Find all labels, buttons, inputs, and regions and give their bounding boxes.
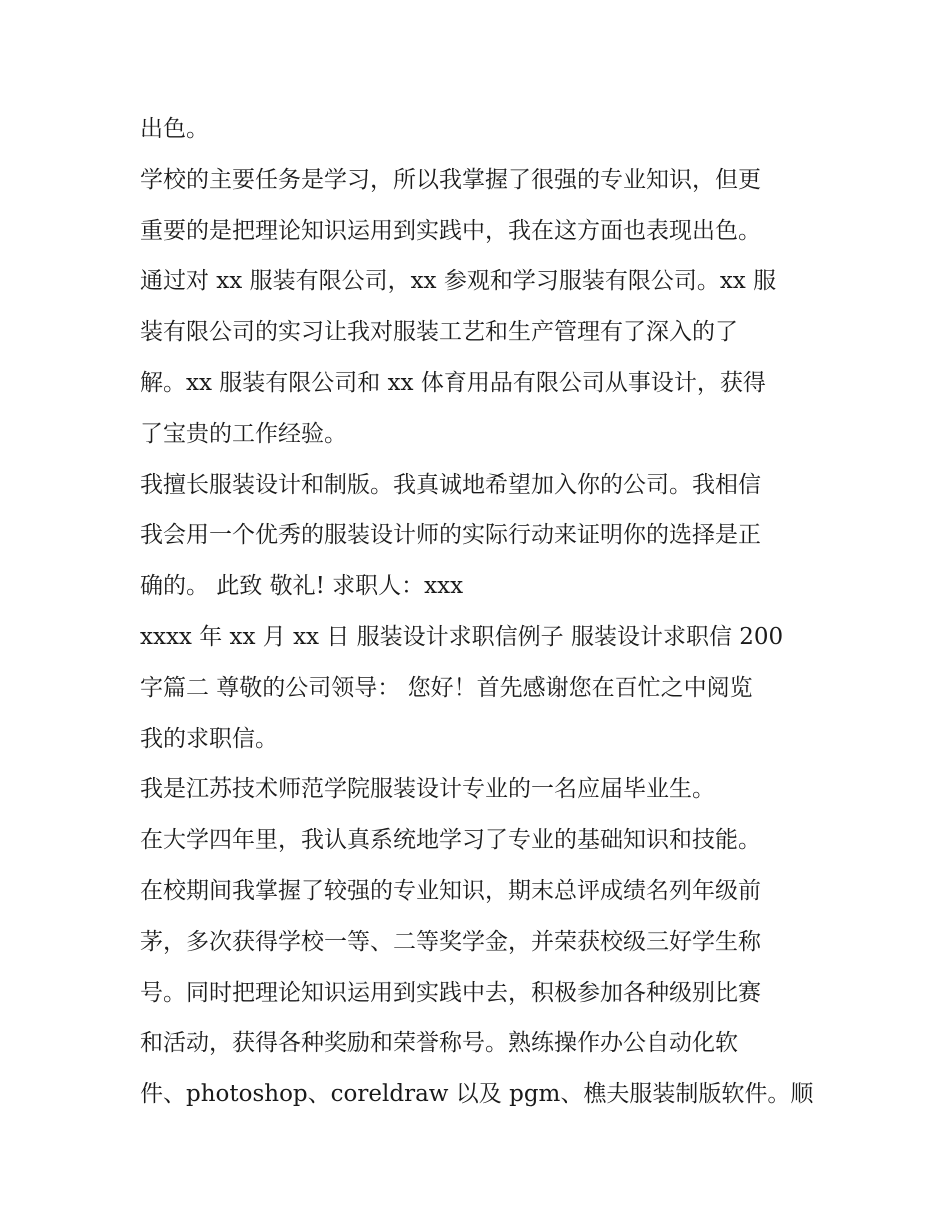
text-line: 在大学四年里，我认真系统地学习了专业的基础知识和技能。 bbox=[140, 827, 761, 854]
text-line: 我的求职信。 bbox=[140, 725, 278, 752]
text-line: 装有限公司的实习让我对服装工艺和生产管理有了深入的了 bbox=[140, 319, 738, 346]
text-line: 通过对 xx 服装有限公司，xx 参观和学习服装有限公司。xx 服 bbox=[140, 268, 777, 295]
text-line: 出色。 bbox=[140, 116, 209, 142]
text-line: 茅，多次获得学校一等、二等奖学金，并荣获校级三好学生称 bbox=[140, 928, 761, 955]
text-line: 解。xx 服装有限公司和 xx 体育用品有限公司从事设计，获得 bbox=[140, 369, 766, 396]
text-line: 件、photoshop、coreldraw 以及 pgm、樵夫服装制版软件。顺 bbox=[140, 1081, 814, 1108]
text-line: 确的。 此致 敬礼! 求职人：xxx bbox=[140, 573, 464, 600]
text-line: 字篇二 尊敬的公司领导： 您好！首先感谢您在百忙之中阅览 bbox=[140, 674, 753, 701]
text-line: 号。同时把理论知识运用到实践中去，积极参加各种级别比赛 bbox=[140, 979, 761, 1006]
text-line: 我是江苏技术师范学院服装设计专业的一名应届毕业生。 bbox=[140, 776, 715, 803]
text-line: 在校期间我掌握了较强的专业知识，期末总评成绩名列年级前 bbox=[140, 877, 761, 904]
text-line: 我会用一个优秀的服装设计师的实际行动来证明你的选择是正 bbox=[140, 522, 761, 549]
text-line: 了宝贵的工作经验。 bbox=[140, 420, 347, 447]
document-body bbox=[140, 104, 820, 1120]
text-line: 重要的是把理论知识运用到实践中，我在这方面也表现出色。 bbox=[140, 217, 761, 244]
text-line: 学校的主要任务是学习，所以我掌握了很强的专业知识，但更 bbox=[140, 166, 761, 193]
text-line: xxxx 年 xx 月 xx 日 服装设计求职信例子 服装设计求职信 200 bbox=[140, 623, 784, 650]
text-line: 和活动，获得各种奖励和荣誉称号。熟练操作办公自动化软 bbox=[140, 1030, 738, 1057]
text-line: 我擅长服装设计和制版。我真诚地希望加入你的公司。我相信 bbox=[140, 471, 761, 498]
